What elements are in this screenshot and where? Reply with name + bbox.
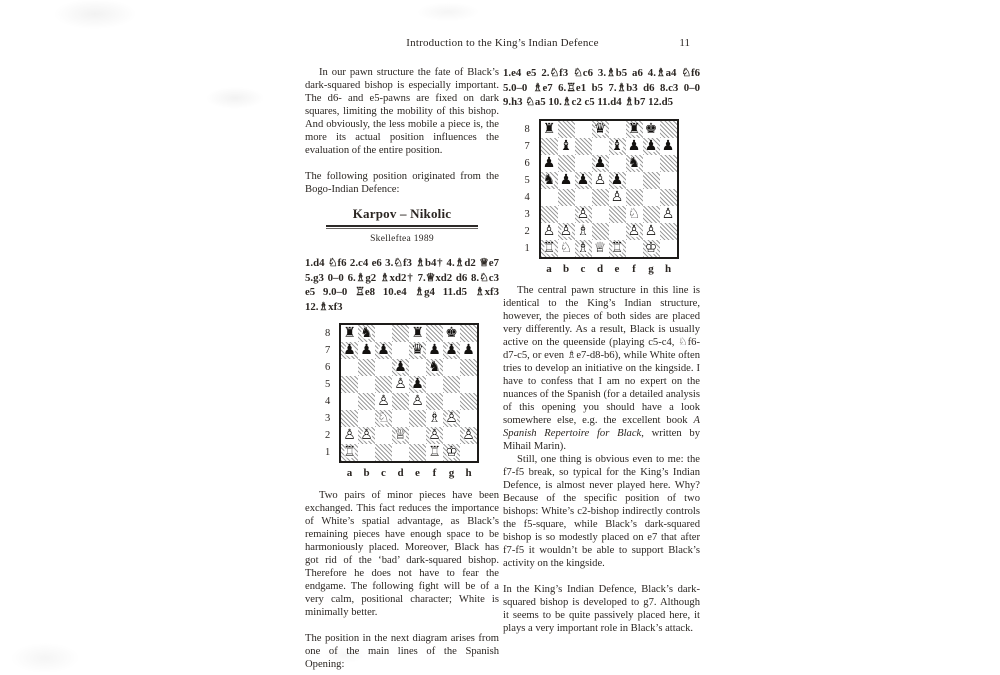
chess-board <box>339 323 479 463</box>
chess-piece: ♟ <box>394 359 407 375</box>
file-label: f <box>632 262 636 275</box>
chess-piece: ♘ <box>377 410 390 426</box>
board-square <box>660 138 677 155</box>
board-square <box>392 376 409 393</box>
board-square <box>575 206 592 223</box>
board-square <box>443 444 460 461</box>
chess-piece: ♞ <box>542 171 556 188</box>
board-square <box>626 172 643 189</box>
board-square <box>558 121 575 138</box>
board-square <box>358 325 375 342</box>
rank-label: 8 <box>325 328 331 339</box>
board-square <box>341 325 358 342</box>
board-square <box>443 410 460 427</box>
board-square <box>358 427 375 444</box>
file-label: d <box>596 262 604 275</box>
board-square <box>643 155 660 172</box>
board-square <box>460 427 477 444</box>
chess-piece: ♙ <box>377 393 390 409</box>
board-square <box>460 410 477 427</box>
board-square <box>443 342 460 359</box>
chess-piece: ♙ <box>462 427 475 443</box>
board-square <box>592 121 609 138</box>
board-square <box>426 359 443 376</box>
board-square <box>575 155 592 172</box>
board-square <box>592 138 609 155</box>
board-square <box>592 155 609 172</box>
board-square <box>409 444 426 461</box>
board-square <box>541 206 558 223</box>
chess-piece: ♕ <box>394 427 407 443</box>
board-square <box>443 427 460 444</box>
chess-piece: ♜ <box>542 120 556 137</box>
chess-diagram-left <box>325 323 479 479</box>
file-labels <box>341 467 479 479</box>
board-square <box>341 393 358 410</box>
board-square <box>443 325 460 342</box>
board-square <box>541 138 558 155</box>
rank-label: 7 <box>325 345 331 356</box>
paragraph-pawn-structure: In our pawn structure the fate of Black’s dark-squared bishop is especially important. The d6- and e5-pawns are fixed on dark squares, limiting the mobility of this bishop. And obviously, the less mobile a piece is, the more its actual position influences the evaluation of the entire position. <box>305 67 499 156</box>
board-square <box>341 444 358 461</box>
board-square <box>643 189 660 206</box>
chess-piece: ♟ <box>462 342 475 358</box>
board-square <box>426 342 443 359</box>
board-square <box>558 155 575 172</box>
board-square <box>409 376 426 393</box>
board-square <box>592 206 609 223</box>
board-square <box>426 427 443 444</box>
game-players: Karpov – Nikolic <box>352 206 452 221</box>
chess-piece: ♟ <box>542 154 556 171</box>
board-square <box>460 359 477 376</box>
board-square <box>392 444 409 461</box>
board-square <box>558 206 575 223</box>
file-label: b <box>562 262 570 275</box>
board-square <box>541 189 558 206</box>
board-square <box>609 138 626 155</box>
board-square <box>358 342 375 359</box>
board-square <box>409 410 426 427</box>
rank-label: 3 <box>325 413 331 424</box>
chess-diagram-right <box>525 119 679 275</box>
board-square <box>558 240 575 257</box>
rank-label: 4 <box>325 396 331 407</box>
chess-piece: ♙ <box>360 427 373 443</box>
rank-label: 8 <box>524 123 530 135</box>
board-square <box>558 223 575 240</box>
board-square <box>392 393 409 410</box>
chess-piece: ♟ <box>610 171 624 188</box>
moves-karpov-nikolic: 1.d4 ♘f6 2.c4 e6 3.♘f3 ♗b4† 4.♗d2 ♕e7 5.g3 0–0 6.♗g2 ♗xd2† 7.♕xd2 d6 8.♘c3 e5 9.0–0 ♖e8 10.e4 ♗g4 11.d5 ♗xf3 12.♗xf3 <box>305 257 499 313</box>
chess-piece: ♙ <box>559 222 573 239</box>
file-label: c <box>580 262 586 275</box>
board-square <box>460 342 477 359</box>
paragraph-minor-pieces: Two pairs of minor pieces have been exchanged. This fact reduces the importance of White’s spatial advantage, as Black’s remaining pieces have enough space to be harmoniously placed. Moreover, Black has got rid of the ‘bad’ dark-squared bishop. Therefore he does not have to fear the endgame. The following fight will be of a very calm, positional character; White is minimally better. <box>305 490 499 618</box>
board-square <box>558 189 575 206</box>
board-square <box>409 359 426 376</box>
board-square <box>626 138 643 155</box>
chess-piece: ♟ <box>559 171 573 188</box>
board-square <box>426 444 443 461</box>
board-square <box>609 172 626 189</box>
chess-piece: ♞ <box>428 359 441 375</box>
board-square <box>426 325 443 342</box>
chess-piece: ♙ <box>343 427 356 443</box>
board-square <box>660 155 677 172</box>
board-square <box>626 240 643 257</box>
chess-piece: ♟ <box>661 137 675 154</box>
board-square <box>626 155 643 172</box>
file-label: g <box>648 262 654 275</box>
rank-label: 5 <box>524 174 530 186</box>
game-header <box>326 206 478 244</box>
chess-piece: ♙ <box>576 205 590 222</box>
board-square <box>409 342 426 359</box>
chess-piece: ♙ <box>394 376 407 392</box>
rank-label: 1 <box>524 242 530 254</box>
rank-label: 3 <box>524 208 530 220</box>
chess-piece: ♞ <box>360 325 373 341</box>
file-label: e <box>415 467 420 479</box>
board-square <box>575 138 592 155</box>
board-square <box>341 376 358 393</box>
board-square <box>426 410 443 427</box>
board-square <box>409 325 426 342</box>
file-label: h <box>465 467 472 479</box>
board-square <box>541 121 558 138</box>
chess-piece: ♗ <box>428 410 441 426</box>
board-square <box>460 376 477 393</box>
board-square <box>626 206 643 223</box>
board-square <box>643 121 660 138</box>
chess-piece: ♙ <box>661 205 675 222</box>
chess-piece: ♙ <box>644 222 658 239</box>
paragraph-segment: The central pawn structure in this line is identical to the King’s Indian structure, however, the pieces of both sides are placed very differently. As a result, Black is usually active on the queenside (playing c5-c4, ♘f6-d7-c5, or even ♗e7-d8-b6), while White often tries to develop an initiative on the kingside. I have to confess that I am no expert on the nuances of the Spanish (for a detailed analysis of this opening you should have a look somewhere else, e.g. the excellent book <box>503 284 700 426</box>
paragraph-central-structure <box>503 284 700 453</box>
chess-piece: ♟ <box>593 154 607 171</box>
paragraph-kid-bishop: In the King’s Indian Defence, Black’s dark-squared bishop is developed to g7. Although it seems to be quite passively placed here, it plays a very important role in Black’s attack. <box>503 583 700 634</box>
board-square <box>541 223 558 240</box>
chess-piece: ♙ <box>411 393 424 409</box>
board-square <box>541 172 558 189</box>
board-square <box>541 155 558 172</box>
chess-piece: ♟ <box>343 342 356 358</box>
board-square <box>460 444 477 461</box>
board-square <box>392 342 409 359</box>
board-square <box>426 393 443 410</box>
chess-piece: ♟ <box>576 171 590 188</box>
paragraph-bogo-indian-intro: The following position originated from the Bogo-Indian Defence: <box>305 171 499 195</box>
chess-piece: ♟ <box>644 137 658 154</box>
board-square <box>375 342 392 359</box>
file-label: f <box>432 467 437 479</box>
board-square <box>592 172 609 189</box>
board-square <box>609 189 626 206</box>
board-square <box>358 359 375 376</box>
board-square <box>575 172 592 189</box>
rank-label: 5 <box>325 379 331 390</box>
chess-piece: ♙ <box>610 188 624 205</box>
board-square <box>341 427 358 444</box>
board-square <box>558 172 575 189</box>
board-square <box>643 172 660 189</box>
board-square <box>575 240 592 257</box>
board-square <box>558 138 575 155</box>
chess-piece: ♟ <box>445 342 458 358</box>
moves-spanish-opening: 1.e4 e5 2.♘f3 ♘c6 3.♗b5 a6 4.♗a4 ♘f6 5.0–0 ♗e7 6.♖e1 b5 7.♗b3 d6 8.c3 0–0 9.h3 ♘a5 10.♗c2 c5 11.d4 ♗b7 12.d5 <box>503 67 700 108</box>
board-square <box>609 240 626 257</box>
board-square <box>341 410 358 427</box>
rank-label: 4 <box>524 191 530 203</box>
board-square <box>358 393 375 410</box>
file-label: c <box>381 467 386 479</box>
board-square <box>643 138 660 155</box>
board-square <box>626 189 643 206</box>
board-square <box>375 359 392 376</box>
board-square <box>660 172 677 189</box>
board-square <box>643 223 660 240</box>
board-square <box>660 121 677 138</box>
board-square <box>660 206 677 223</box>
rank-label: 2 <box>325 430 331 441</box>
chess-piece: ♟ <box>377 342 390 358</box>
file-label: g <box>448 467 455 479</box>
board-square <box>643 206 660 223</box>
board-square <box>392 410 409 427</box>
chess-piece: ♛ <box>593 120 607 137</box>
board-square <box>575 223 592 240</box>
chess-piece: ♚ <box>445 325 458 341</box>
file-label: d <box>397 467 404 479</box>
board-square <box>375 376 392 393</box>
board-square <box>375 325 392 342</box>
board-square <box>643 240 660 257</box>
rank-label: 6 <box>325 362 331 373</box>
board-square <box>392 427 409 444</box>
chess-piece: ♔ <box>445 444 458 460</box>
board-square <box>443 376 460 393</box>
chess-piece: ♞ <box>627 154 641 171</box>
chess-piece: ♘ <box>627 205 641 222</box>
board-square <box>409 427 426 444</box>
chess-piece: ♙ <box>542 222 556 239</box>
chess-board <box>539 119 679 259</box>
board-square <box>443 393 460 410</box>
file-label: a <box>546 262 552 275</box>
board-square <box>626 121 643 138</box>
board-square <box>341 359 358 376</box>
chess-piece: ♖ <box>610 239 624 256</box>
chess-piece: ♙ <box>593 171 607 188</box>
chess-piece: ♖ <box>542 239 556 256</box>
file-label: e <box>614 262 620 275</box>
chess-piece: ♖ <box>428 444 441 460</box>
board-square <box>375 410 392 427</box>
chess-piece: ♙ <box>428 427 441 443</box>
board-square <box>443 359 460 376</box>
chess-piece: ♝ <box>559 137 573 154</box>
paragraph-f7-f5-break: Still, one thing is obvious even to me: the f7-f5 break, so typical for the King’s Indian Defence, is almost never played here. Why? Because of the specific position of two bishops: White’s c2-bishop indirectly controls the f5-square, while Black’s dark-squared bishop is so modestly placed on e7 that after f7-f5 it wouldn’t be able to support Black’s activity on the kingside. <box>503 453 700 569</box>
chess-piece: ♟ <box>627 137 641 154</box>
board-square <box>409 393 426 410</box>
board-square <box>341 342 358 359</box>
game-header-rule <box>326 225 478 229</box>
chess-piece: ♙ <box>445 410 458 426</box>
file-label: h <box>664 262 672 275</box>
rank-labels <box>525 119 539 259</box>
chess-piece: ♚ <box>644 120 658 137</box>
chess-piece: ♟ <box>360 342 373 358</box>
board-square <box>426 376 443 393</box>
file-labels <box>541 263 679 275</box>
board-square <box>375 427 392 444</box>
board-square <box>592 189 609 206</box>
chess-piece: ♛ <box>411 342 424 358</box>
rank-label: 7 <box>524 140 530 152</box>
rank-label: 6 <box>524 157 530 169</box>
chess-piece: ♝ <box>610 137 624 154</box>
board-square <box>592 223 609 240</box>
board-square <box>375 444 392 461</box>
board-square <box>626 223 643 240</box>
board-square <box>358 444 375 461</box>
board-square <box>375 393 392 410</box>
running-head-title: Introduction to the King’s Indian Defence <box>406 37 599 49</box>
page-number: 11 <box>679 37 690 49</box>
board-square <box>392 359 409 376</box>
board-square <box>609 155 626 172</box>
board-square <box>575 189 592 206</box>
chess-piece: ♟ <box>428 342 441 358</box>
board-square <box>609 223 626 240</box>
rank-label: 2 <box>524 225 530 237</box>
chess-piece: ♟ <box>411 376 424 392</box>
board-square <box>460 393 477 410</box>
game-event: Skelleftea 1989 <box>370 234 434 244</box>
board-square <box>660 223 677 240</box>
chess-piece: ♗ <box>576 239 590 256</box>
board-square <box>575 121 592 138</box>
book-title-italic: A Spanish Repertoire for Black <box>503 414 700 439</box>
board-square <box>609 206 626 223</box>
chess-piece: ♖ <box>343 444 356 460</box>
paragraph-next-diagram: The position in the next diagram arises from one of the main lines of the Spanish Opening: <box>305 633 499 670</box>
chess-piece: ♜ <box>411 325 424 341</box>
board-square <box>609 121 626 138</box>
chess-piece: ♜ <box>343 325 356 341</box>
rank-labels <box>325 323 339 463</box>
left-column <box>305 66 499 671</box>
chess-piece: ♗ <box>576 222 590 239</box>
file-label: a <box>346 467 353 479</box>
board-square <box>460 325 477 342</box>
board-square <box>392 325 409 342</box>
board-square <box>541 240 558 257</box>
rank-label: 1 <box>325 447 331 458</box>
right-column <box>503 66 700 635</box>
chess-piece: ♜ <box>627 120 641 137</box>
board-square <box>592 240 609 257</box>
board-square <box>358 376 375 393</box>
paragraph-segment: , written by Mihail Marin). <box>503 427 701 452</box>
file-label: b <box>363 467 370 479</box>
board-square <box>358 410 375 427</box>
chess-piece: ♘ <box>559 239 573 256</box>
board-square <box>660 189 677 206</box>
chess-piece: ♙ <box>627 222 641 239</box>
board-square <box>660 240 677 257</box>
chess-piece: ♔ <box>644 239 658 256</box>
chess-piece: ♕ <box>593 239 607 256</box>
